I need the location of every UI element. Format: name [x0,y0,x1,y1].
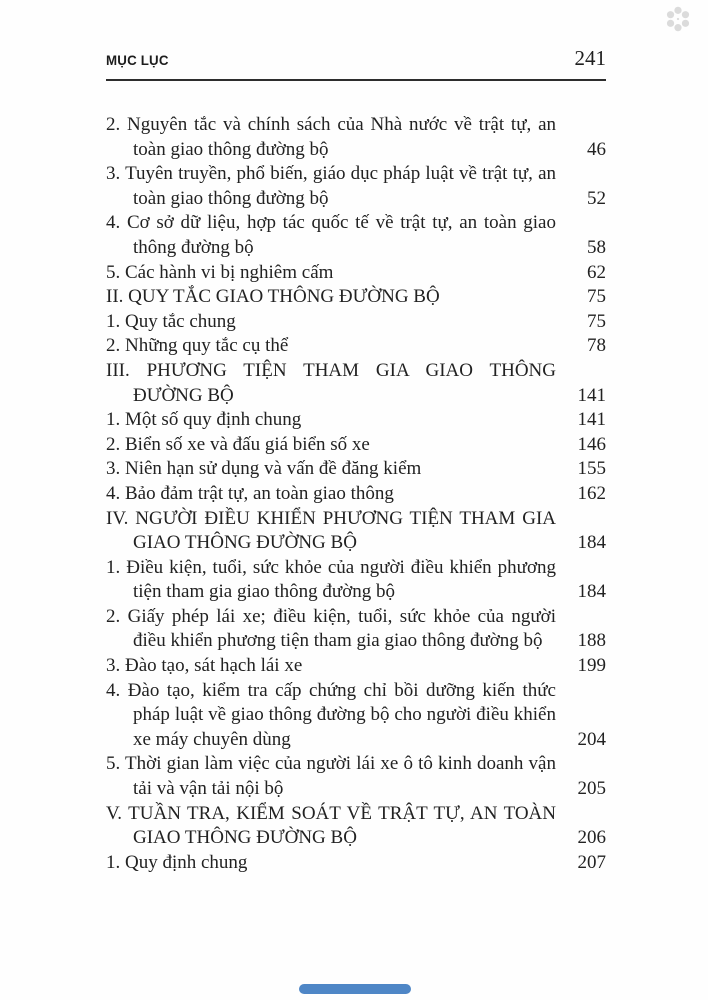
toc-entry [106,113,606,162]
toc-entry-text: 1. Quy tắc chung [106,310,236,332]
toc-entry-page: 188 [577,630,606,652]
toc-entry [106,605,606,654]
toc-entry [106,408,606,433]
toc-entry-page: 162 [577,482,606,504]
toc-entry-page: 199 [577,655,606,677]
toc-entry-page: 184 [577,532,606,554]
toc-entry-text: V. TUẦN TRA, KIỂM SOÁT VỀ TRẬT TỰ, AN TOÀN GIAO THÔNG ĐƯỜNG BỘ [106,802,556,849]
toc-entry-page: 141 [577,409,606,431]
toc-entry-page: 155 [577,458,606,480]
toc-entry-text: 1. Một số quy định chung [106,409,302,431]
toc-entry-text: 2. Biển số xe và đấu giá biển số xe [106,433,370,455]
toc-entry-text: 3. Tuyên truyền, phổ biến, giáo dục pháp luật về trật tự, an toàn giao thông đường bộ [106,163,556,209]
toc-entry-page: 207 [577,851,606,873]
toc-entry-page: 78 [587,335,606,357]
toc-entry-text: 4. Đào tạo, kiểm tra cấp chứng chỉ bồi dưỡng kiến thức pháp luật về giao thông đường bộ cho người điều khiển xe máy chuyên dùng [106,679,556,750]
toc-entry-text: III. PHƯƠNG TIỆN THAM GIA GIAO THÔNG ĐƯỜNG BỘ [106,359,556,406]
toc-entry [106,679,606,753]
toc-entry [106,556,606,605]
toc-entry-page: 141 [577,384,606,406]
toc-entry [106,457,606,482]
toc-entry-section [106,507,606,556]
toc-entry [106,211,606,260]
page-title: MỤC LỤC [106,52,169,68]
scroll-indicator[interactable] [299,984,411,994]
toc-entry-page: 62 [587,261,606,283]
toc-entry-text: 4. Bảo đảm trật tự, an toàn giao thông [106,482,394,504]
toc-entry-text: 1. Điều kiện, tuổi, sức khỏe của người điều khiển phương tiện tham gia giao thông đường bộ [106,556,556,603]
toc-entry-text: 4. Cơ sở dữ liệu, hợp tác quốc tế về trật tự, an toàn giao thông đường bộ [106,212,556,258]
toc-entry-section [106,359,606,408]
toc-entry [106,851,606,876]
toc-entry-page: 206 [577,827,606,849]
toc-entry-text: II. QUY TẮC GIAO THÔNG ĐƯỜNG BỘ [106,286,440,308]
toc-entry-text: 1. Quy định chung [106,851,248,873]
toc-entry-text: 3. Niên hạn sử dụng và vấn đề đăng kiểm [106,458,422,480]
toc-entry-text: IV. NGƯỜI ĐIỀU KHIỂN PHƯƠNG TIỆN THAM GIA GIAO THÔNG ĐƯỜNG BỘ [106,507,556,554]
toc-entry-page: 204 [577,728,606,750]
toc-entry-text: 2. Nguyên tắc và chính sách của Nhà nước về trật tự, an toàn giao thông đường bộ [106,114,556,160]
page-header [106,46,606,81]
toc-entry [106,433,606,458]
toc-entry [106,482,606,507]
toc-entry-section [106,802,606,851]
page-number: 241 [574,46,606,70]
toc-entry-text: 2. Giấy phép lái xe; điều kiện, tuổi, sức khỏe của người điều khiển phương tiện tham gia giao thông đường bộ [106,605,556,652]
toc-entry-page: 52 [587,187,606,209]
toc-entry-page: 46 [587,138,606,160]
toc-entry-page: 184 [577,581,606,603]
toc-entry [106,261,606,286]
toc-entry-text: 5. Thời gian làm việc của người lái xe ô tô kinh doanh vận tải và vận tải nội bộ [106,753,556,800]
flower-ornament-icon [664,5,692,33]
toc-entry [106,334,606,359]
toc-entry-text: 2. Những quy tắc cụ thể [106,335,289,357]
toc-entry [106,162,606,211]
toc-entry-text: 3. Đào tạo, sát hạch lái xe [106,655,303,677]
toc-entry [106,752,606,801]
toc-entry-page: 58 [587,236,606,258]
table-of-contents [0,113,708,875]
toc-entry-section [106,285,606,310]
toc-entry [106,654,606,679]
toc-entry-page: 205 [577,778,606,800]
toc-entry [106,310,606,335]
toc-entry-text: 5. Các hành vi bị nghiêm cấm [106,261,334,283]
toc-entry-page: 75 [587,286,606,308]
toc-entry-page: 146 [577,433,606,455]
toc-entry-page: 75 [587,310,606,332]
